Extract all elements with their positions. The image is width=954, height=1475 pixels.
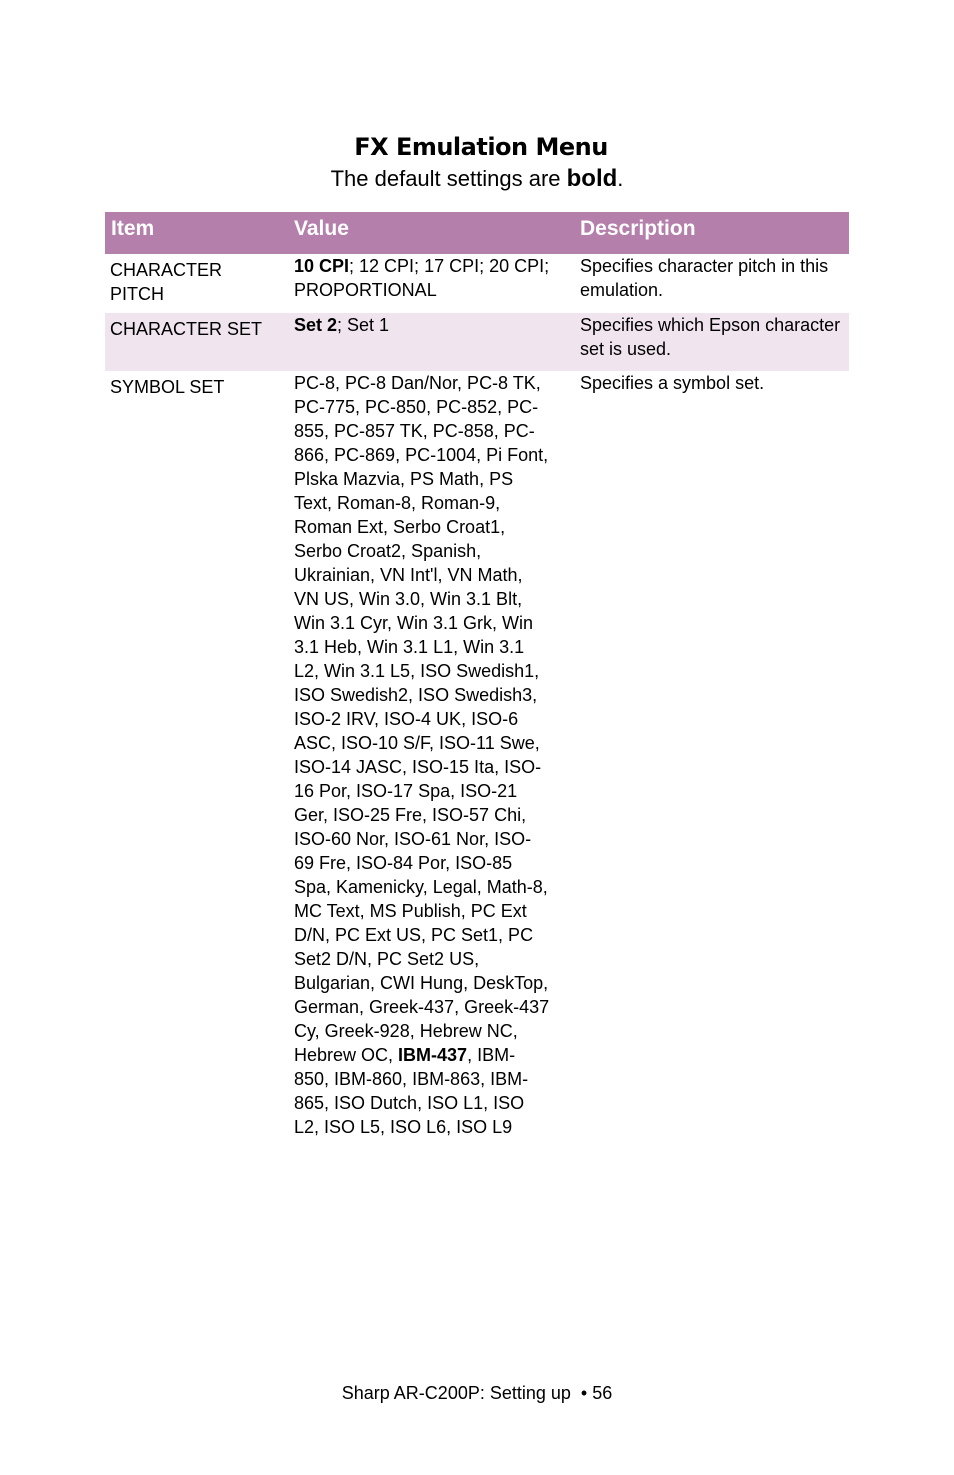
item-cell: CHARACTER PITCH: [110, 260, 223, 304]
default-value: IBM-437: [398, 1045, 468, 1065]
column-header-item: Item: [111, 217, 155, 240]
subtitle-bold-word: bold: [566, 165, 618, 192]
value-cell: [294, 371, 550, 1139]
subtitle-text: The default settings are: [330, 166, 567, 191]
footer-text: Sharp AR-C200P: Setting up • 56: [341, 1383, 613, 1403]
column-header-value: Value: [294, 217, 349, 240]
other-values: ; Set 1: [337, 315, 390, 335]
value-cell: [294, 254, 550, 302]
values-before-default: PC-8, PC-8 Dan/Nor, PC-8 TK, PC-775, PC-850, PC-852, PC-855, PC-857 TK, PC-858, PC-866, PC-869, PC-1004, Pi Font, Plska Mazvia, PS Math, PS Text, Roman-8, Roman-9, Roman Ext, Serbo Croat1, Serbo Croat2, Spanish, Ukrainian, VN Int'l, VN Math, VN US, Win 3.0, Win 3.1 Blt, Win 3.1 Cyr, Win 3.1 Grk, Win 3.1 Heb, Win 3.1 L1, Win 3.1 L2, Win 3.1 L5, ISO Swedish1, ISO Swedish2, ISO Swedish3, ISO-2 IRV, ISO-4 UK, ISO-6 ASC, ISO-10 S/F, ISO-11 Swe, ISO-14 JASC, ISO-15 Ita, ISO-16 Por, ISO-17 Spa, ISO-21 Ger, ISO-25 Fre, ISO-57 Chi, ISO-60 Nor, ISO-61 Nor, ISO-69 Fre, ISO-84 Por, ISO-85 Spa, Kamenicky, Legal, Math-8, MC Text, MS Publish, PC Ext D/N, PC Ext US, PC Set1, PC Set2 D/N, PC Set2 US, Bulgarian, CWI Hung, DeskTop, German, Greek-437, Greek-437 Cy, Greek-928, Hebrew NC, Hebrew OC,: [294, 373, 550, 1065]
other-values: ; 12 CPI; 17 CPI; 20 CPI; PROPORTIONAL: [294, 256, 550, 300]
page-footer: [0, 1381, 954, 1405]
table-row-character-pitch: [105, 254, 849, 313]
value-cell: [294, 313, 550, 337]
column-header-description: Description: [580, 217, 696, 240]
values-after-default: , IBM-850, IBM-860, IBM-863, IBM-865, ISO Dutch, ISO L1, ISO L2, ISO L5, ISO L6, ISO L9: [294, 1045, 529, 1137]
page-title: FX Emulation Menu: [354, 133, 608, 161]
table-row-symbol-set: [105, 371, 849, 1271]
page-subtitle: [0, 164, 954, 194]
description-cell: Specifies character pitch in this emulation.: [580, 256, 829, 300]
default-value: Set 2: [294, 315, 338, 335]
item-cell: CHARACTER SET: [110, 319, 263, 339]
description-cell: Specifies a symbol set.: [580, 373, 765, 393]
default-value: 10 CPI: [294, 256, 350, 276]
settings-table: [105, 212, 849, 1271]
item-cell: SYMBOL SET: [110, 377, 225, 397]
table-row-character-set: [105, 313, 849, 371]
subtitle-period: .: [617, 166, 624, 191]
table-header: [105, 212, 849, 254]
description-cell: Specifies which Epson character set is used.: [580, 315, 841, 359]
